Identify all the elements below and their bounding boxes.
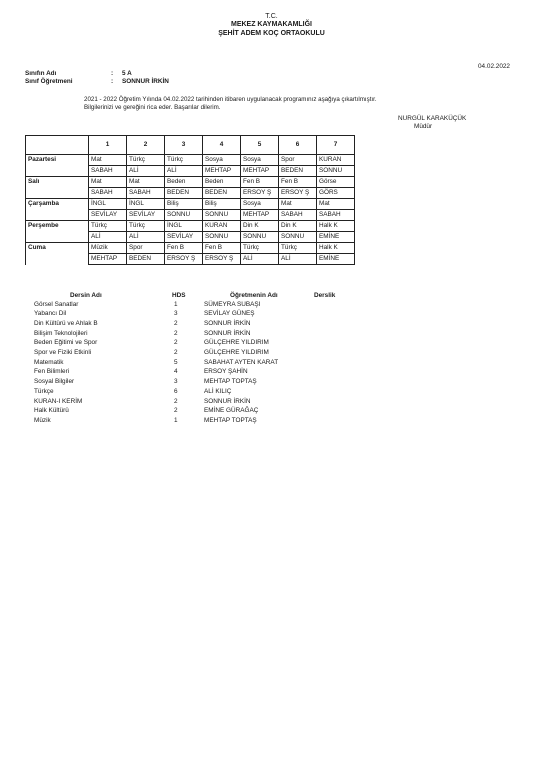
subject-hours: 3 (174, 310, 178, 318)
subject-teacher: MEHTAP TOPTAŞ (204, 416, 257, 424)
period-header: 2 (127, 136, 165, 155)
lesson-cell-subject: İNGL (89, 199, 127, 210)
lesson-cell-teacher: ERSOY Ş (279, 188, 317, 199)
period-header: 1 (89, 136, 127, 155)
subject-teacher: SONNUR İRKİN (204, 319, 251, 327)
subject-course: Halk Kültürü (34, 407, 69, 415)
lesson-cell-subject: Türkç (165, 155, 203, 166)
lesson-cell-subject: Biliş (203, 199, 241, 210)
lesson-cell-teacher: BEDEN (127, 254, 165, 265)
lesson-cell-teacher: BEDEN (279, 166, 317, 177)
lesson-cell-teacher: SONNU (279, 232, 317, 243)
subject-hours: 3 (174, 378, 178, 386)
header-tc: T.C. (265, 13, 278, 20)
subject-teacher: SABAHAT AYTEN KARAT (204, 358, 279, 366)
lesson-cell-teacher: MEHTAP (89, 254, 127, 265)
lesson-cell-subject: Halk K (317, 243, 355, 254)
day-label: Çarşamba (26, 199, 89, 221)
lesson-cell-teacher: ERSOY Ş (165, 254, 203, 265)
lesson-cell-teacher: SABAH (317, 210, 355, 221)
subject-course: Yabancı Dil (34, 310, 67, 318)
column-header-hours: HDS (172, 292, 186, 299)
period-header: 6 (279, 136, 317, 155)
lesson-cell-subject: Fen B (279, 177, 317, 188)
lesson-cell-subject: Görse (317, 177, 355, 188)
lesson-cell-subject: Fen B (241, 177, 279, 188)
lesson-cell-teacher: SEVİLAY (89, 210, 127, 221)
lesson-cell-subject: Türkç (241, 243, 279, 254)
header-school: ŞEHİT ADEM KOÇ ORTAOKULU (218, 30, 325, 37)
lesson-cell-subject: Spor (279, 155, 317, 166)
lesson-cell-teacher: SONNU (203, 232, 241, 243)
teacher-value: SONNUR İRKİN (122, 78, 169, 85)
column-header-teacher: Öğretmenin Adı (230, 292, 278, 299)
notice-line-1: 2021 - 2022 Öğretim Yılında 04.02.2022 tarihinden itibaren uygulanacak programınız aşağıya çıkartılmıştır. (84, 96, 377, 103)
subject-teacher: SONNUR İRKİN (204, 329, 251, 337)
teacher-separator: : (111, 78, 114, 85)
lesson-cell-subject: Mat (279, 199, 317, 210)
subject-course: Fen Bilimleri (34, 368, 70, 376)
lesson-cell-teacher: ERSOY Ş (203, 254, 241, 265)
lesson-cell-subject: Spor (127, 243, 165, 254)
period-header: 4 (203, 136, 241, 155)
lesson-cell-subject: Halk K (317, 221, 355, 232)
lesson-cell-subject: Din K (279, 221, 317, 232)
lesson-cell-subject: Mat (317, 199, 355, 210)
subject-course: Bilişim Teknolojileri (34, 329, 88, 337)
subject-hours: 2 (174, 329, 178, 337)
lesson-cell-teacher: ALİ (127, 232, 165, 243)
lesson-cell-teacher: SABAH (279, 210, 317, 221)
lesson-cell-subject: Türkç (279, 243, 317, 254)
subject-course: Din Kültürü ve Ahlak B (34, 319, 98, 327)
lesson-cell-teacher: ALİ (165, 166, 203, 177)
subject-teacher: GÜLÇEHRE YILDIRIM (204, 349, 269, 356)
lesson-cell-subject: Sosya (203, 155, 241, 166)
subject-course: Matematik (34, 358, 64, 366)
subject-hours: 2 (174, 349, 178, 356)
day-label: Perşembe (26, 221, 89, 243)
subject-course: Müzik (34, 416, 51, 424)
subject-course: Spor ve Fiziki Etkinli (34, 349, 92, 356)
lesson-cell-teacher: MEHTAP (241, 166, 279, 177)
lesson-cell-teacher: SABAH (89, 166, 127, 177)
lesson-cell-teacher: BEDEN (165, 188, 203, 199)
subject-teacher: MEHTAP TOPTAŞ (204, 378, 257, 386)
column-header-course: Dersin Adı (70, 292, 102, 299)
lesson-cell-teacher: SONNU (165, 210, 203, 221)
subject-teacher: EMİNE GÜRAĞAÇ (204, 407, 259, 415)
lesson-cell-subject: Fen B (203, 243, 241, 254)
subject-hours: 2 (174, 319, 178, 327)
period-header: 7 (317, 136, 355, 155)
subject-hours: 6 (174, 387, 178, 395)
principal-title: Müdür (414, 123, 433, 130)
timetable-corner (26, 136, 89, 155)
period-header: 3 (165, 136, 203, 155)
lesson-cell-subject: Beden (203, 177, 241, 188)
lesson-cell-teacher: SEVİLAY (165, 232, 203, 243)
class-separator: : (111, 70, 114, 77)
lesson-cell-subject: Din K (241, 221, 279, 232)
lesson-cell-teacher: MEHTAP (241, 210, 279, 221)
lesson-cell-teacher: SONNU (203, 210, 241, 221)
lesson-cell-subject: Mat (89, 155, 127, 166)
subject-hours: 4 (174, 368, 178, 376)
lesson-cell-subject: Fen B (165, 243, 203, 254)
lesson-cell-subject: İNGL (165, 221, 203, 232)
period-header: 5 (241, 136, 279, 155)
subject-course: Görsel Sanatlar (34, 300, 79, 308)
lesson-cell-teacher: ALİ (127, 166, 165, 177)
lesson-cell-subject: Sosya (241, 199, 279, 210)
class-label: Sınıfın Adı (25, 70, 57, 77)
principal-name: NURGÜL KARAKÜÇÜK (398, 115, 467, 122)
subject-hours: 5 (174, 358, 178, 366)
lesson-cell-subject: Türkç (89, 221, 127, 232)
subject-course: Türkçe (34, 387, 54, 395)
subject-course: Sosyal Bilgiler (34, 378, 75, 386)
lesson-cell-subject: Türkç (127, 221, 165, 232)
weekly-timetable (25, 135, 355, 265)
lesson-cell-teacher: SONNU (241, 232, 279, 243)
subject-teacher: SÜMEYRA SUBAŞI (204, 300, 261, 308)
column-header-classroom: Derslik (314, 292, 336, 299)
lesson-cell-subject: Biliş (165, 199, 203, 210)
lesson-cell-teacher: SABAH (127, 188, 165, 199)
lesson-cell-teacher: SEVİLAY (127, 210, 165, 221)
lesson-cell-teacher: ERSOY Ş (241, 188, 279, 199)
document-date: 04.02.2022 (478, 63, 510, 70)
lesson-cell-subject: Sosya (241, 155, 279, 166)
lesson-cell-subject: İNGL (127, 199, 165, 210)
lesson-cell-subject: KURAN (317, 155, 355, 166)
teacher-label: Sınıf Öğretmeni (25, 78, 73, 85)
lesson-cell-teacher: MEHTAP (203, 166, 241, 177)
lesson-cell-subject: Türkç (127, 155, 165, 166)
lesson-cell-subject: Beden (165, 177, 203, 188)
day-label: Salı (26, 177, 89, 199)
subject-teacher: GÜLÇEHRE YILDIRIM (204, 339, 269, 347)
class-value: 5 A (122, 70, 132, 77)
subject-hours: 2 (174, 339, 178, 347)
subject-teacher: SONNUR İRKİN (204, 397, 251, 405)
lesson-cell-subject: Müzik (89, 243, 127, 254)
subject-course: KURAN-I KERİM (34, 397, 83, 405)
subject-teacher: SEVİLAY GÜNEŞ (204, 310, 255, 318)
subject-hours: 1 (174, 300, 178, 308)
lesson-cell-teacher: GÖRS (317, 188, 355, 199)
subject-course: Beden Eğitimi ve Spor (34, 339, 98, 347)
subject-teacher: ERSOY ŞAHİN (204, 368, 248, 376)
lesson-cell-teacher: ALİ (279, 254, 317, 265)
lesson-cell-subject: Mat (127, 177, 165, 188)
lesson-cell-teacher: SABAH (89, 188, 127, 199)
lesson-cell-teacher: EMİNE (317, 254, 355, 265)
subject-teacher: ALİ KILIÇ (204, 387, 232, 395)
lesson-cell-subject: KURAN (203, 221, 241, 232)
lesson-cell-teacher: EMİNE (317, 232, 355, 243)
day-label: Cuma (26, 243, 89, 265)
lesson-cell-subject: Mat (89, 177, 127, 188)
subject-hours: 1 (174, 416, 178, 424)
notice-line-2: Bilgilerinizi ve gereğini rica eder. Başarılar dilerim. (84, 104, 221, 111)
lesson-cell-teacher: ALİ (241, 254, 279, 265)
day-label: Pazartesi (26, 155, 89, 177)
subject-hours: 2 (174, 407, 178, 415)
header-district: MEKEZ KAYMAKAMLIĞI (230, 21, 313, 28)
lesson-cell-teacher: BEDEN (203, 188, 241, 199)
lesson-cell-teacher: ALİ (89, 232, 127, 243)
lesson-cell-teacher: SONNU (317, 166, 355, 177)
subject-hours: 2 (174, 397, 178, 405)
